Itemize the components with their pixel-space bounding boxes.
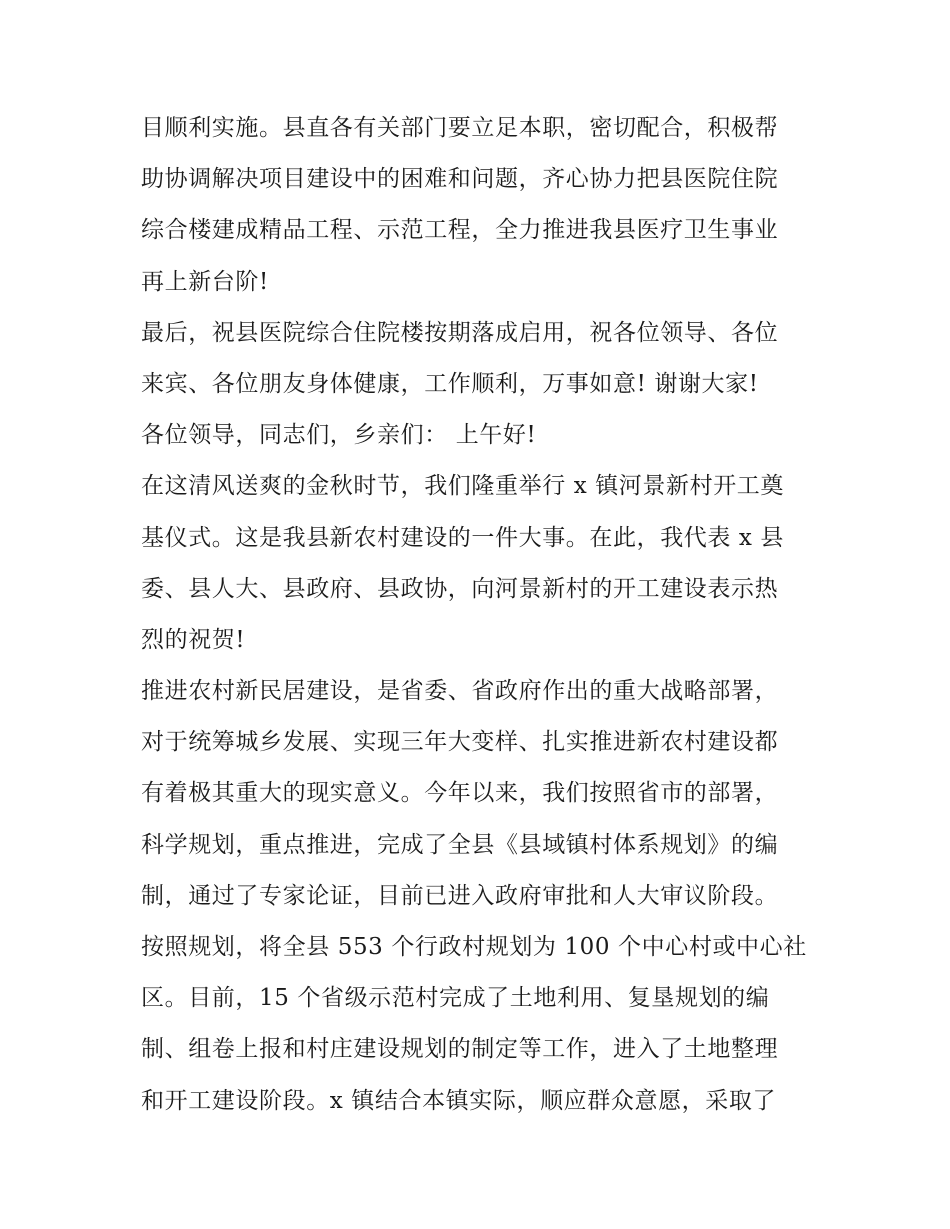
text-line: 委、县人大、县政府、县政协，向河景新村的开工建设表示热 [141, 575, 779, 602]
text-line: 和开工建设阶段。x 镇结合本镇实际，顺应群众意愿，采取了 [141, 1087, 777, 1114]
text-line: 各位领导，同志们，乡亲们： 上午好! [141, 422, 537, 449]
text-line: 在这清风送爽的金秋时节，我们隆重举行 x 镇河景新村开工奠 [141, 473, 784, 500]
text-line: 综合楼建成精品工程、示范工程，全力推进我县医疗卫生事业 [141, 217, 779, 244]
text-line: 再上新台阶! [141, 268, 269, 295]
text-line: 制、组卷上报和村庄建设规划的制定等工作，进入了土地整理 [141, 1036, 779, 1063]
text-line: 科学规划，重点推进，完成了全县《县域镇村体系规划》的编 [141, 831, 779, 858]
text-line: 目顺利实施。县直各有关部门要立足本职，密切配合，积极帮 [141, 115, 779, 141]
text-line: 推进农村新民居建设，是省委、省政府作出的重大战略部署， [141, 678, 779, 705]
text-line: 来宾、各位朋友身体健康，工作顺利，万事如意! 谢谢大家! [141, 370, 759, 397]
text-line: 按照规划，将全县 553 个行政村规划为 100 个中心村或中心社 [141, 934, 807, 960]
text-line: 基仪式。这是我县新农村建设的一件大事。在此，我代表 x 县 [141, 524, 784, 551]
text-line: 最后，祝县医院综合住院楼按期落成启用，祝各位领导、各位 [141, 319, 779, 346]
text-line: 对于统筹城乡发展、实现三年大变样、扎实推进新农村建设都 [141, 729, 779, 756]
document-body [141, 103, 821, 1127]
text-line: 区。目前，15 个省级示范村完成了土地利用、复垦规划的编 [141, 985, 770, 1012]
text-line: 助协调解决项目建设中的困难和问题，齐心协力把县医院住院 [141, 166, 779, 193]
text-line: 烈的祝贺! [141, 626, 246, 653]
text-line: 有着极其重大的现实意义。今年以来，我们按照省市的部署， [141, 780, 779, 807]
text-line: 制，通过了专家论证，目前已进入政府审批和人大审议阶段。 [141, 882, 779, 909]
